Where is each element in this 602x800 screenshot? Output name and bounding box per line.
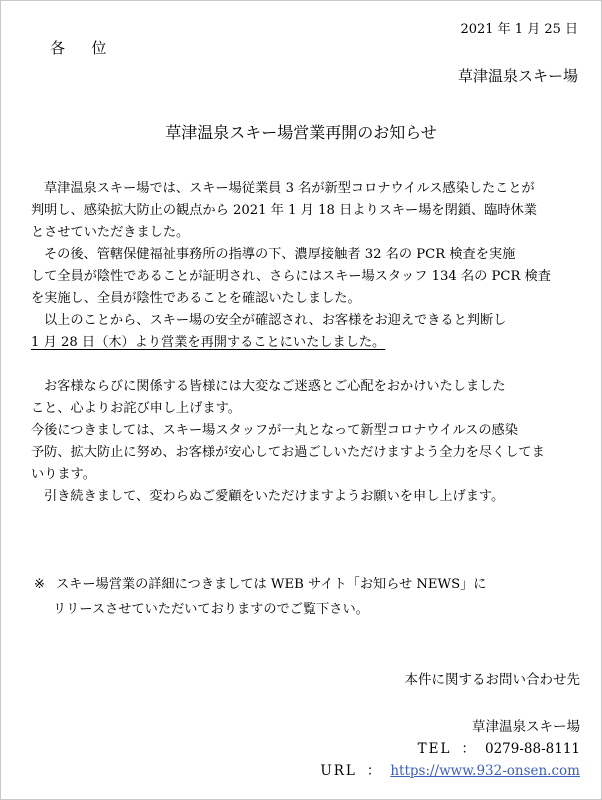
document-body (31, 178, 581, 508)
body-line: こと、心よりお詫び申し上げます。 (31, 401, 241, 416)
contact-heading: 本件に関するお問い合わせ先 (404, 672, 580, 688)
recipient-salutation (50, 37, 107, 58)
body-line: 予防、拡大防止に努め、お客様が安心してお過ごしいただけますよう全力を尽くしてま (31, 445, 545, 460)
body-line: 草津温泉スキー場では、スキー場従業員 3 名が新型コロナウイルス感染したことが (44, 181, 535, 196)
body-line: 今後につきましては、スキー場スタッフが一丸となって新型コロナウイルスの感染 (31, 423, 518, 438)
url-separator: ： (366, 763, 381, 779)
reference-mark-icon: ※ (34, 577, 46, 592)
recipient-char-2: 位 (91, 39, 107, 57)
body-line: いります。 (31, 467, 96, 482)
web-notice (34, 572, 487, 622)
body-line: 引き続きまして、変わらぬご愛顧をいただけますようお願いを申し上げます。 (44, 489, 505, 504)
body-line-reopen-date (31, 332, 581, 354)
document-title: 草津温泉スキー場営業再開のお知らせ (165, 123, 437, 142)
body-line: とさせていただきました。 (31, 225, 190, 240)
notice-text-1: スキー場営業の詳細につきましては WEB サイト「お知らせ NEWS」に (56, 577, 487, 592)
notice-line-1 (34, 572, 487, 597)
notice-text-2: リリースさせていただいておりますのでご覧下さい。 (53, 602, 369, 617)
body-line: して全員が陰性であることが証明され、さらにはスキー場スタッフ 134 名の PCR 検査 (31, 269, 551, 284)
phone-separator: ： (461, 741, 475, 757)
sender-name: 草津温泉スキー場 (457, 67, 578, 85)
body-line: その後、管轄保健福祉事務所の指導の下、濃厚接触者 32 名の PCR 検査を実施 (44, 247, 516, 262)
reopen-date-underlined: 1 月 28 日（木）より営業を再開することにいたしました。 (31, 335, 386, 350)
url-label: URL (320, 763, 357, 779)
contact-phone (418, 737, 580, 757)
body-line: 以上のことから、スキー場の安全が確認され、お客様をお迎えできると判断し (44, 313, 507, 328)
phone-number: 0279-88-8111 (484, 741, 580, 757)
body-line: お客様ならびに関係する皆様には大変なご迷惑とご心配をおかけいたしました (44, 379, 506, 394)
website-link[interactable]: https://www.932-onsen.com (390, 763, 580, 779)
document-date: 2021 年 1 月 25 日 (460, 22, 578, 37)
body-line: を実施し、全員が陰性であることを確認いたしました。 (31, 291, 361, 306)
contact-organization: 草津温泉スキー場 (472, 719, 580, 735)
contact-url (320, 759, 580, 779)
phone-label: TEL (417, 741, 452, 757)
body-line: 判明し、感染拡大防止の観点から 2021 年 1 月 18 日よりスキー場を閉鎖、臨時休業 (31, 203, 537, 218)
recipient-char-1: 各 (50, 39, 66, 57)
